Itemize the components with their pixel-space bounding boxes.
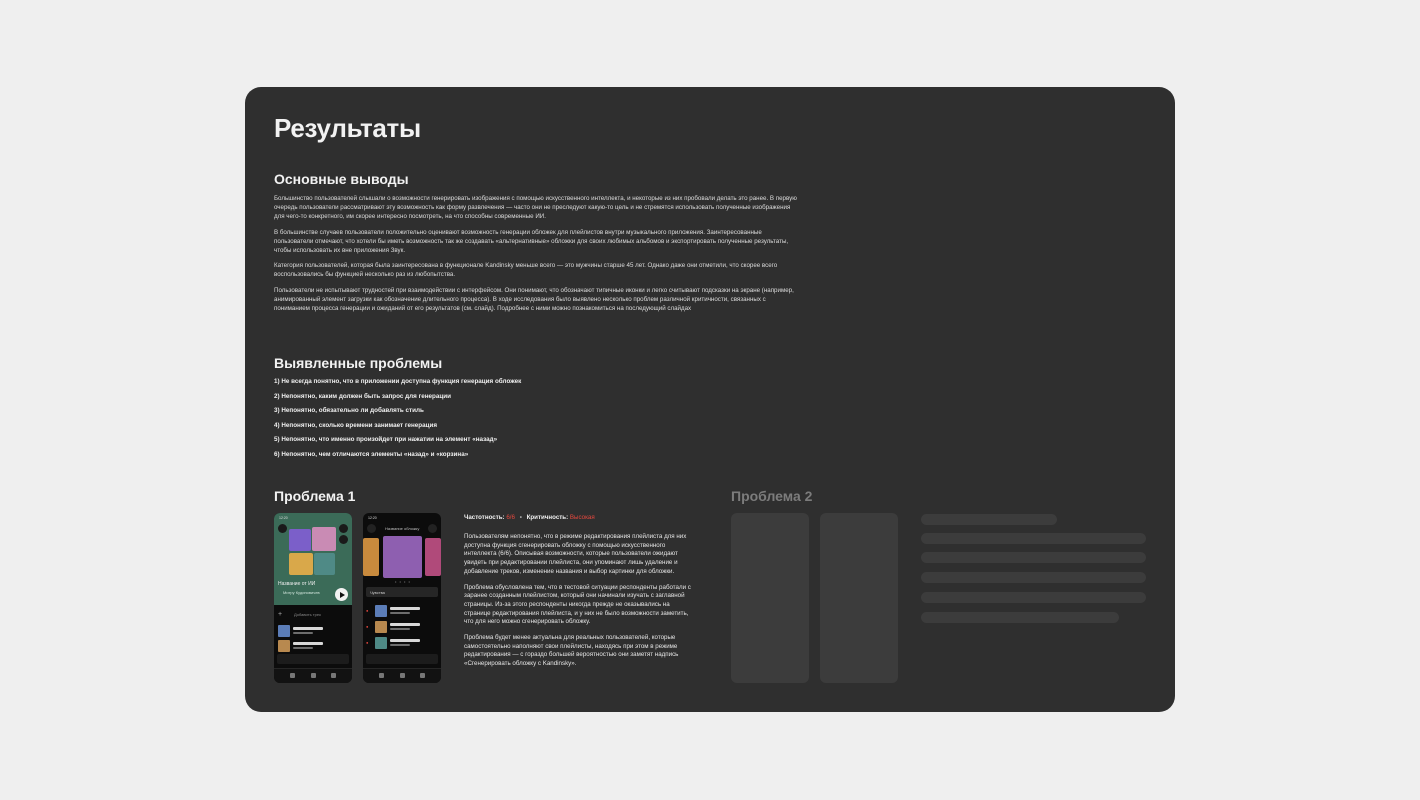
add-icon[interactable]: + bbox=[278, 611, 283, 618]
severity-label: Критичность: bbox=[526, 514, 569, 521]
finding-paragraph: В большинстве случаев пользователи положительно оценивают возможность генерации обложек для плейлистов внутри музыкального приложения. Заинтересованные пользователи отмечают, что хотели бы иметь возможность так же создавать «альтернативные» обложки для своих любимых альбомов и экспортировать полученные результаты, чтобы использовать их вне приложения Звук. bbox=[274, 228, 789, 255]
cover-variant[interactable] bbox=[363, 538, 379, 576]
tab-bar bbox=[363, 668, 441, 683]
check-icon[interactable] bbox=[428, 524, 437, 533]
problem1-paragraph: Проблема обусловлена тем, что в тестовой ситуации респонденты работали с заранее созданным плейлистом, который они начинали изучать с заглавной страницы. Из-за этого респонденты никогда прежде не оказывались на странице редактирования плейлиста, и у них не было возможности заметить, что для него можно сгенерировать обложку. bbox=[464, 583, 691, 626]
problem1-title: Проблема 1 bbox=[274, 488, 356, 504]
back-icon[interactable] bbox=[367, 524, 376, 533]
home-icon[interactable] bbox=[379, 673, 384, 678]
problem-item: 3) Непонятно, обязательно ли добавлять стиль bbox=[274, 407, 424, 414]
finding-paragraph: Пользователи не испытывают трудностей при взаимодействии с интерфейсом. Они понимают, что обозначают типичные иконки и легко считывают подсказки на экране (например, анимированный элемент загрузки как обозначение длительного процесса). В ходе исследования было выявлено несколько проблем различной критичности, связанных с пониманием процесса генерации и ожиданий от его результатов (см. слайд). Подробнее с ними можно познакомиться на последующий слайдах bbox=[274, 286, 794, 313]
separator-dot: • bbox=[519, 514, 522, 521]
problem-item: 4) Непонятно, сколько времени занимает генерация bbox=[274, 421, 438, 429]
play-button[interactable] bbox=[335, 588, 348, 601]
search-icon[interactable] bbox=[400, 673, 405, 678]
placeholder-line bbox=[921, 572, 1146, 583]
carousel-dots: • • • • bbox=[395, 579, 411, 584]
share-icon[interactable] bbox=[339, 535, 348, 544]
track-row[interactable] bbox=[375, 605, 437, 617]
cover-art bbox=[289, 529, 311, 551]
cover-variant[interactable] bbox=[425, 538, 441, 576]
problem-item: 6) Непонятно, чем отличаются элементы «назад» и «корзина» bbox=[274, 450, 469, 458]
problems-heading: Выявленные проблемы bbox=[274, 355, 443, 371]
severity-value: Высокая bbox=[569, 514, 595, 521]
remove-icon[interactable]: ● bbox=[366, 640, 369, 645]
problems-list bbox=[274, 378, 521, 465]
problem1-description bbox=[464, 533, 692, 676]
home-icon[interactable] bbox=[290, 673, 295, 678]
edit-header: Название обложку bbox=[385, 526, 420, 531]
problem2-title: Проблема 2 bbox=[731, 488, 813, 504]
status-time: 12:20 bbox=[279, 516, 288, 520]
cover-art bbox=[312, 527, 336, 551]
placeholder-line bbox=[921, 552, 1146, 563]
finding-paragraph: Категория пользователей, которая была заинтересована в функционале Kandinsky меньше всего — это мужчины старше 45 лет. Однако даже они отметили, что скорее всего воспользовались бы функцией несколько раз из любопытства. bbox=[274, 262, 778, 279]
placeholder-line bbox=[921, 514, 1057, 525]
cover-art bbox=[289, 553, 313, 575]
page-title: Результаты bbox=[274, 113, 421, 143]
findings-text bbox=[274, 194, 799, 319]
library-icon[interactable] bbox=[331, 673, 336, 678]
finding-paragraph: Большинство пользователей слышали о возможности генерировать изображения с помощью искусственного интеллекта, и некоторые из них пробовали делать это ранее. В первую очередь пользователи рассматривают эту возможность как форму развлечения — часто они не преследуют какую-то цель и не стремятся использовать полученные изображения для чего-то конкретного, им скорее интересно посмотреть, на что способны современные ИИ. bbox=[274, 195, 797, 221]
placeholder-phone bbox=[820, 513, 898, 683]
more-icon[interactable] bbox=[339, 524, 348, 533]
problem-item: 5) Непонятно, что именно произойдет при нажатии на элемент «назад» bbox=[274, 436, 498, 443]
remove-icon[interactable]: ● bbox=[366, 608, 369, 613]
problem1-paragraph: Проблема будет менее актуальна для реальных пользователей, которые самостоятельно наполняют свои плейлисты, находясь при этом в режиме редактирования — с гораздо большей вероятностью они заметят надпись «Сгенерировать обложку с Kandinsky». bbox=[464, 634, 679, 668]
prompt-text[interactable]: Чувства bbox=[370, 590, 385, 595]
findings-heading: Основные выводы bbox=[274, 171, 409, 187]
cover-art bbox=[314, 553, 335, 575]
track-row[interactable] bbox=[278, 625, 348, 637]
track-row[interactable] bbox=[375, 621, 437, 633]
placeholder-line bbox=[921, 533, 1146, 544]
phone-mockup-playlist bbox=[274, 513, 352, 683]
frequency-label: Частотность: bbox=[464, 514, 505, 521]
tab-bar bbox=[274, 668, 352, 683]
back-icon[interactable] bbox=[278, 524, 287, 533]
track-row[interactable] bbox=[278, 640, 348, 652]
track-row[interactable] bbox=[375, 637, 437, 649]
add-track-label[interactable]: Добавить трек bbox=[294, 612, 321, 617]
library-icon[interactable] bbox=[420, 673, 425, 678]
results-slide bbox=[245, 87, 1175, 712]
remove-icon[interactable]: ● bbox=[366, 624, 369, 629]
playlist-author: Митру Кудиновичев bbox=[283, 590, 320, 595]
mini-player[interactable] bbox=[277, 654, 349, 664]
cover-variant-selected[interactable] bbox=[383, 536, 422, 578]
mini-player[interactable] bbox=[366, 654, 438, 664]
placeholder-phone bbox=[731, 513, 809, 683]
problem1-metrics bbox=[464, 514, 595, 521]
problem-item: 1) Не всегда понятно, что в приложении доступна функция генерация обложек bbox=[274, 378, 522, 385]
status-time: 12:20 bbox=[368, 516, 377, 520]
playlist-name: Название от ИИ bbox=[278, 581, 316, 587]
phone-mockup-edit bbox=[363, 513, 441, 683]
placeholder-line bbox=[921, 592, 1146, 603]
problem1-paragraph: Пользователям непонятно, что в режиме редактирования плейлиста для них доступна функция сгенерировать обложку с помощью искусственного интеллекта (6/6). Описывая возможности, которые пользователи ожидают увидеть при редактировании плейлиста, они упоминают лишь удаление и добавление треков, изменение названия и выбор картинки для обложки. bbox=[464, 533, 687, 575]
problem-item: 2) Непонятно, каким должен быть запрос для генерации bbox=[274, 392, 451, 400]
search-icon[interactable] bbox=[311, 673, 316, 678]
placeholder-line bbox=[921, 612, 1119, 623]
frequency-value: 6/6 bbox=[506, 514, 515, 521]
